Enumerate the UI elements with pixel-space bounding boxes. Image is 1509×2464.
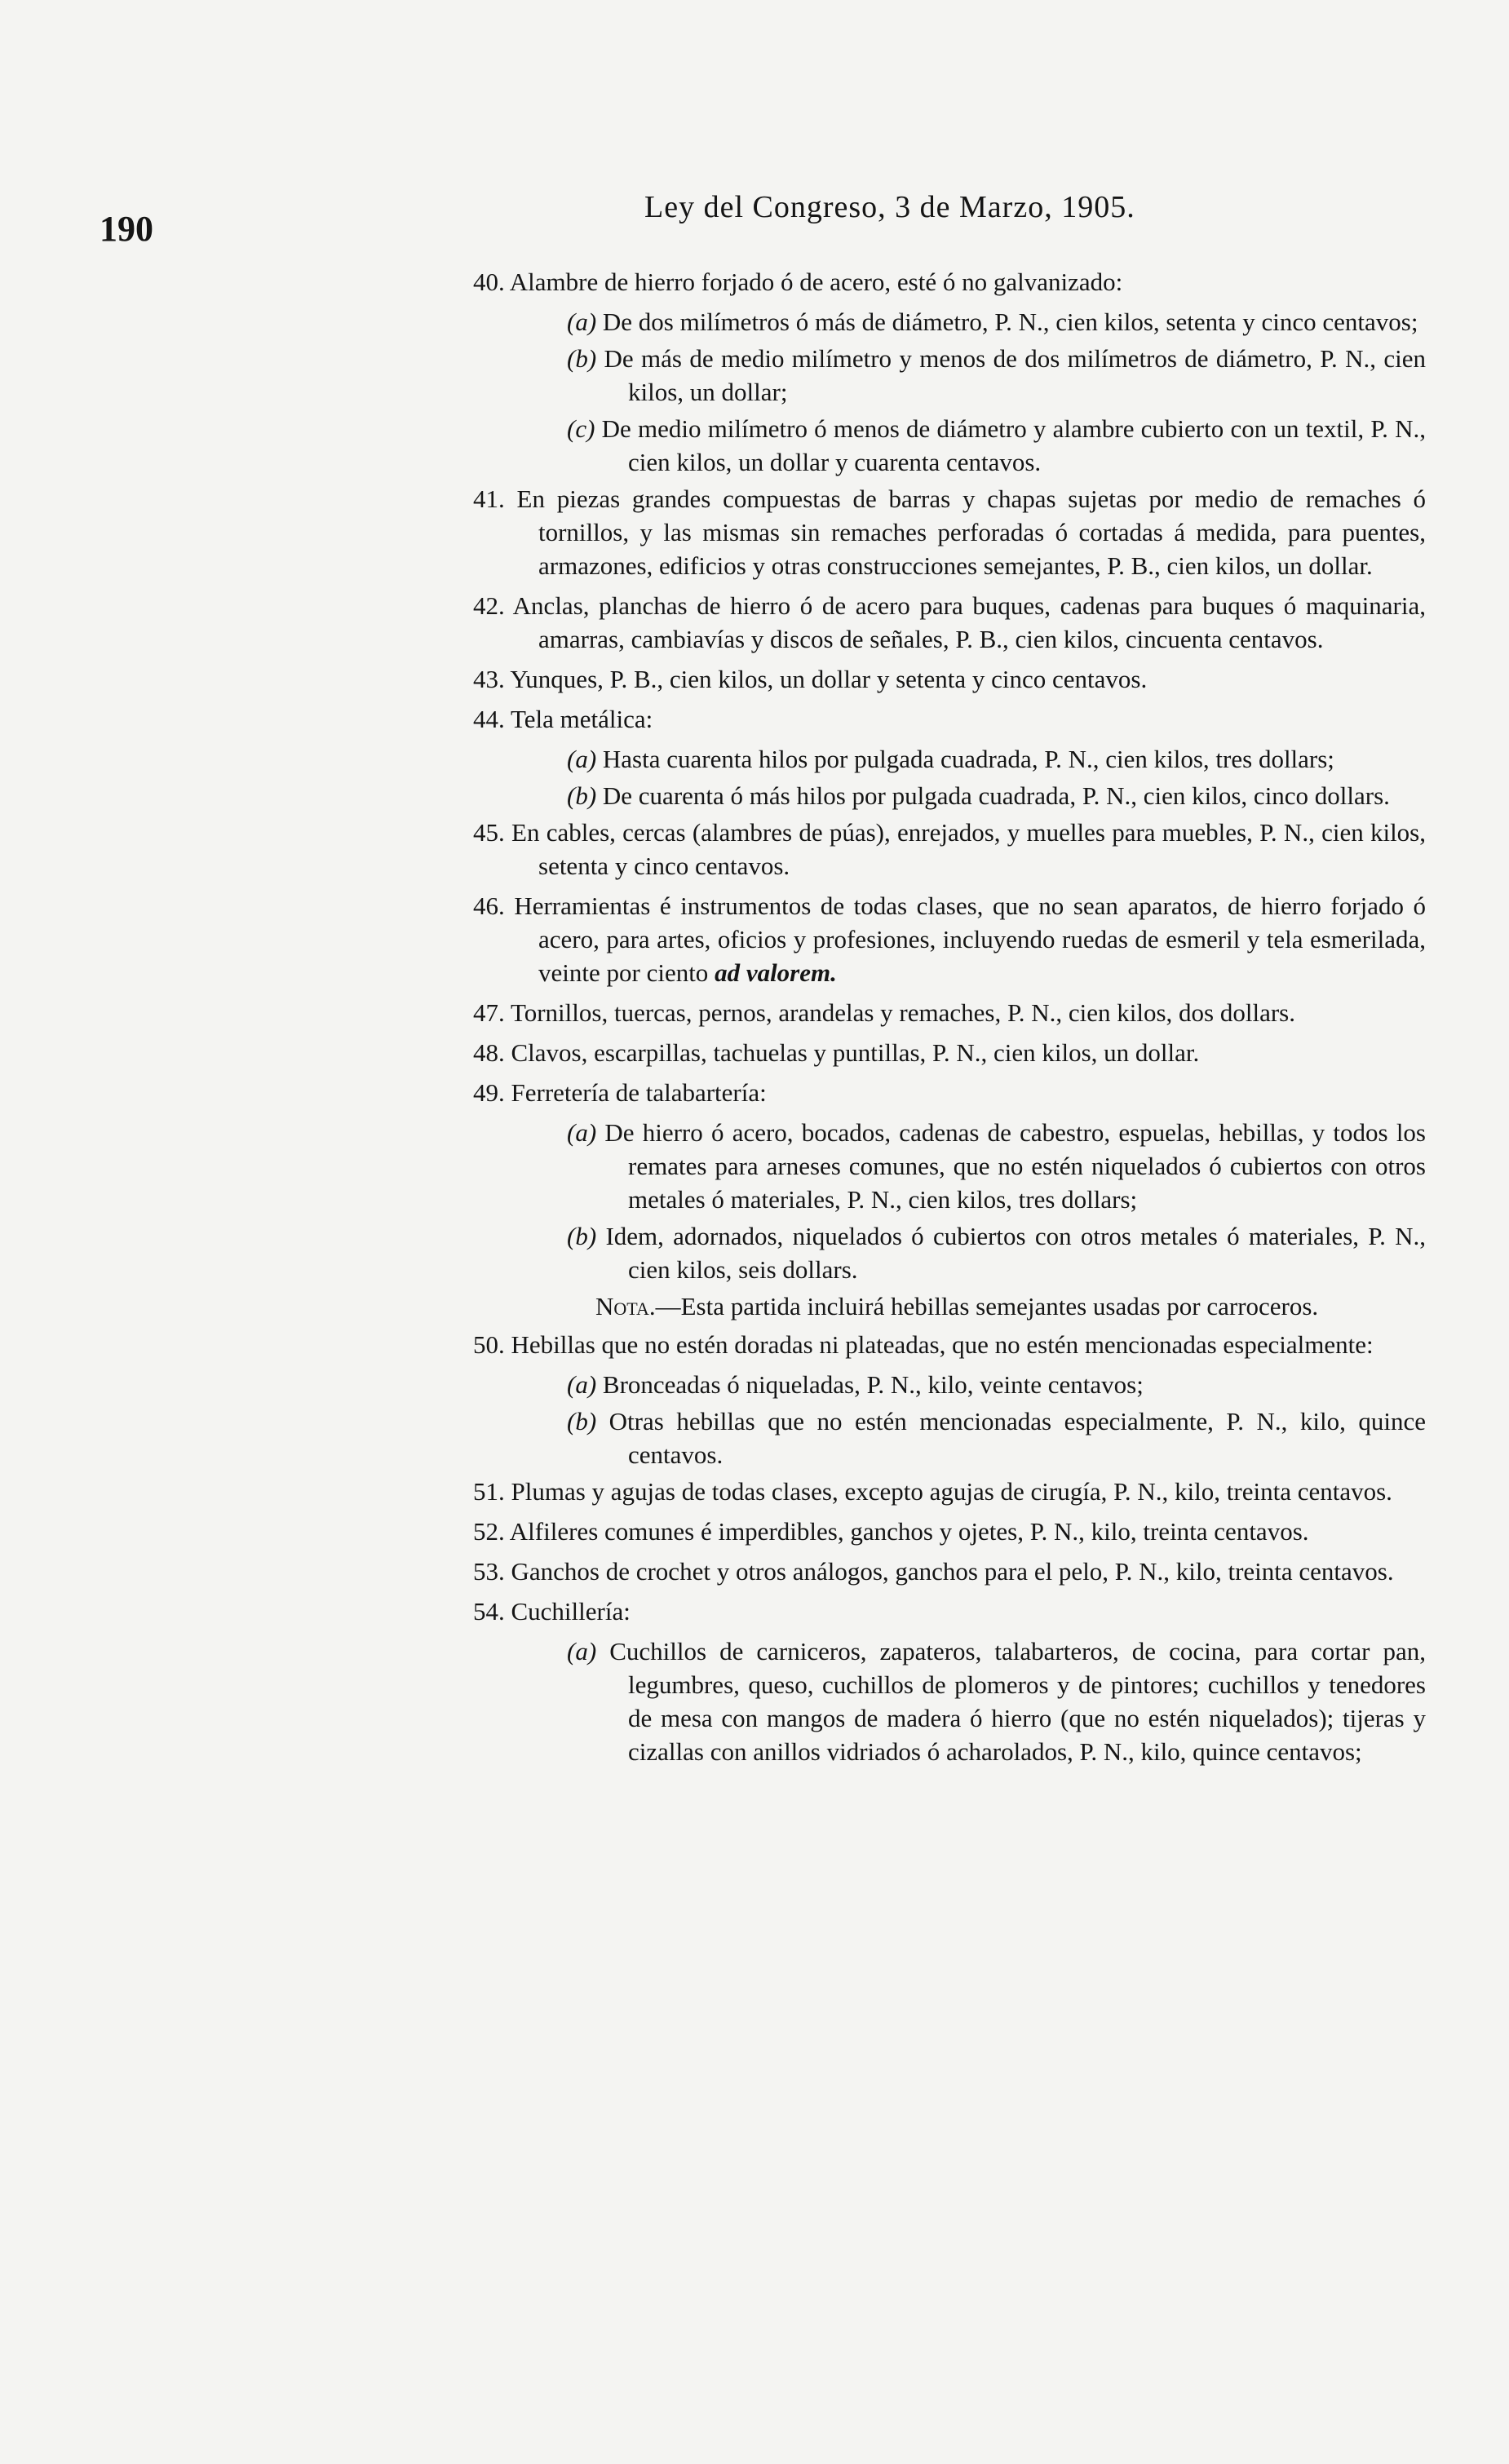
sub-item-text: Bronceadas ó niqueladas, P. N., kilo, veinte centavos;	[602, 1370, 1144, 1399]
item-text: Herramientas é instrumentos de todas clases, que no sean aparatos, de hierro forjado ó acero, para artes, oficios y profesiones, incluyendo ruedas de esmeril y tela esmerilada, veinte por ciento	[514, 891, 1427, 987]
item-number: 52.	[473, 1517, 505, 1546]
item-number: 42.	[473, 591, 505, 620]
tariff-item	[473, 265, 1426, 299]
sub-item	[473, 1635, 1426, 1768]
sub-item	[473, 1116, 1426, 1216]
item-number: 53.	[473, 1557, 505, 1586]
sub-item-text: De medio milímetro ó menos de diámetro y alambre cubierto con un textil, P. N., cien kilos, un dollar y cuarenta centavos.	[601, 414, 1426, 476]
item-number: 46.	[473, 891, 505, 920]
sub-item-letter: (b)	[567, 1407, 597, 1435]
tariff-item	[473, 1076, 1426, 1109]
sub-item-text: Hasta cuarenta hilos por pulgada cuadrada, P. N., cien kilos, tres dollars;	[602, 745, 1334, 773]
sub-item-text: De más de medio milímetro y menos de dos milímetros de diámetro, P. N., cien kilos, un dollar;	[604, 344, 1427, 406]
sub-item	[473, 779, 1426, 812]
item-number: 47.	[473, 998, 505, 1027]
tariff-item	[473, 889, 1426, 989]
tariff-item	[473, 1475, 1426, 1508]
sub-item-text: De cuarenta ó más hilos por pulgada cuadrada, P. N., cien kilos, cinco dollars.	[602, 781, 1390, 810]
item-text: Tornillos, tuercas, pernos, arandelas y remaches, P. N., cien kilos, dos dollars.	[510, 998, 1295, 1027]
tariff-item	[473, 1036, 1426, 1069]
item-italic-phrase: ad valorem.	[715, 958, 837, 987]
sub-item	[473, 1219, 1426, 1286]
sub-item	[473, 412, 1426, 479]
tariff-item	[473, 482, 1426, 582]
sub-item-letter: (a)	[567, 1370, 597, 1399]
item-text: Alfileres comunes é imperdibles, ganchos y ojetes, P. N., kilo, treinta centavos.	[509, 1517, 1309, 1546]
sub-item-letter: (b)	[567, 1222, 597, 1250]
item-text: En cables, cercas (alambres de púas), enrejados, y muelles para muebles, P. N., cien kilos, setenta y cinco centavos.	[511, 818, 1426, 880]
item-text: Hebillas que no estén doradas ni plateadas, que no estén mencionadas especialmente:	[511, 1330, 1374, 1359]
sub-item-text: Otras hebillas que no estén mencionadas especialmente, P. N., kilo, quince centavos.	[608, 1407, 1427, 1469]
item-note	[473, 1290, 1426, 1323]
sub-item	[473, 1405, 1426, 1471]
item-number: 41.	[473, 484, 505, 513]
item-number: 40.	[473, 268, 505, 296]
item-number: 48.	[473, 1038, 505, 1067]
sub-item-letter: (a)	[567, 1637, 597, 1666]
item-text: En piezas grandes compuestas de barras y chapas sujetas por medio de remaches ó tornillos, y las mismas sin remaches perforadas ó cortadas á medida, para puentes, armazones, edificios y otras construcciones semejantes, P. B., cien kilos, un dollar.	[516, 484, 1427, 580]
sub-item-letter: (a)	[567, 1118, 597, 1147]
tariff-item	[473, 1328, 1426, 1361]
tariff-item	[473, 589, 1426, 656]
sub-item	[473, 1368, 1426, 1401]
item-text: Anclas, planchas de hierro ó de acero para buques, cadenas para buques ó maquinaria, amarras, cambiavías y discos de señales, P. B., cien kilos, cincuenta centavos.	[512, 591, 1427, 653]
sub-item	[473, 305, 1426, 338]
item-number: 45.	[473, 818, 505, 847]
sub-item-text: Idem, adornados, niquelados ó cubiertos con otros metales ó materiales, P. N., cien kilos, seis dollars.	[605, 1222, 1426, 1284]
item-text: Plumas y agujas de todas clases, excepto agujas de cirugía, P. N., kilo, treinta centavos.	[511, 1477, 1392, 1506]
item-text: Clavos, escarpillas, tachuelas y puntillas, P. N., cien kilos, un dollar.	[511, 1038, 1200, 1067]
item-number: 44.	[473, 705, 505, 733]
item-number: 50.	[473, 1330, 505, 1359]
sub-item-letter: (a)	[567, 307, 597, 336]
sub-item-text: De dos milímetros ó más de diámetro, P. N., cien kilos, setenta y cinco centavos;	[602, 307, 1418, 336]
tariff-item	[473, 816, 1426, 883]
sub-item-text: Cuchillos de carniceros, zapateros, talabarteros, de cocina, para cortar pan, legumbres, queso, cuchillos de plomeros y de pintores; cuchillos y tenedores de mesa con mangos de madera ó hierro (que no estén niquelados); tijeras y cizallas con anillos vidriados ó acharolados, P. N., kilo, quince centavos;	[609, 1637, 1426, 1766]
sub-item-text: De hierro ó acero, bocados, cadenas de cabestro, espuelas, hebillas, y todos los remates para arneses comunes, que no estén niquelados ó cubiertos con otros metales ó materiales, P. N., cien kilos, tres dollars;	[604, 1118, 1427, 1214]
tariff-item	[473, 702, 1426, 736]
sub-item-letter: (b)	[567, 344, 597, 373]
sub-item-letter: (b)	[567, 781, 597, 810]
item-text: Cuchillería:	[511, 1597, 631, 1626]
sub-item-letter: (a)	[567, 745, 597, 773]
item-text: Yunques, P. B., cien kilos, un dollar y setenta y cinco centavos.	[510, 665, 1148, 693]
tariff-item	[473, 1515, 1426, 1548]
tariff-list	[473, 265, 1426, 1772]
tariff-item	[473, 1595, 1426, 1628]
item-text: Ferretería de talabartería:	[511, 1078, 767, 1107]
sub-item	[473, 742, 1426, 776]
running-head: Ley del Congreso, 3 de Marzo, 1905.	[644, 190, 1135, 224]
tariff-item	[473, 1555, 1426, 1588]
sub-item-letter: (c)	[567, 414, 595, 443]
item-number: 43.	[473, 665, 505, 693]
sub-item	[473, 342, 1426, 409]
item-number: 51.	[473, 1477, 505, 1506]
page-number: 190	[100, 209, 153, 249]
note-label: Nota.	[595, 1292, 656, 1320]
item-number: 54.	[473, 1597, 505, 1626]
item-text: Ganchos de crochet y otros análogos, ganchos para el pelo, P. N., kilo, treinta centavos.	[511, 1557, 1394, 1586]
item-text: Alambre de hierro forjado ó de acero, esté ó no galvanizado:	[509, 268, 1123, 296]
tariff-item	[473, 662, 1426, 696]
tariff-item	[473, 996, 1426, 1029]
item-text: Tela metálica:	[510, 705, 653, 733]
note-text: —Esta partida incluirá hebillas semejantes usadas por carroceros.	[655, 1292, 1319, 1320]
item-number: 49.	[473, 1078, 505, 1107]
